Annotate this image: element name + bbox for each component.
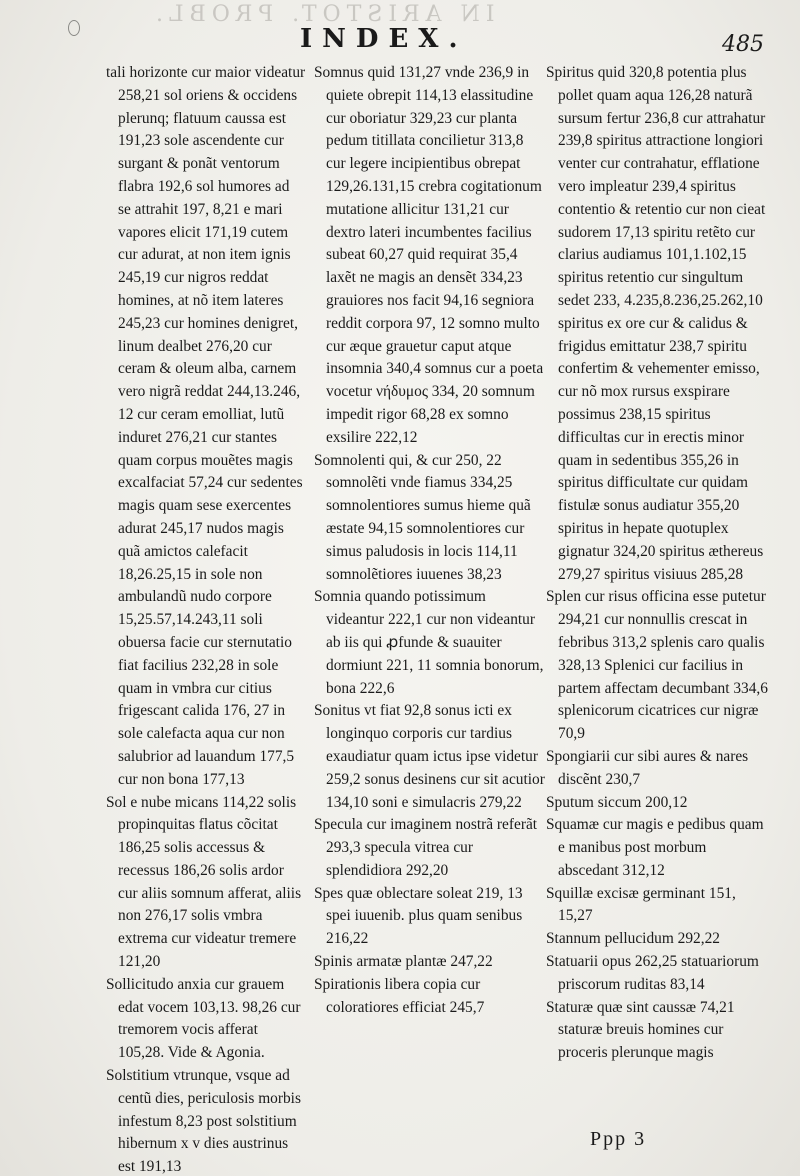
page-number: 485 <box>722 32 764 57</box>
index-entry: Somnia quando potissimum videantur 222,1 cur non videantur ab iis qui ꝓfunde & suauiter dormiunt 221, 11 somnia bonorum, bona 222,6 <box>314 588 544 697</box>
bleed-through-text: IN ARISTOT. PROBL. <box>150 2 495 27</box>
paper-hole-mark <box>68 20 80 36</box>
page-title: INDEX. <box>300 24 468 54</box>
index-entry: Sol e nube micans 114,22 solis propinquitas flatus cõcitat 186,25 solis accessus & recessus 186,26 solis ardor cur aliis somnum afferat, aliis non 276,17 solis vmbra extrema cur videatur tremere 121,20 <box>106 793 302 971</box>
index-entry: Solstitium vtrunque, vsque ad centũ dies, periculosis morbis infestum 8,23 post solstitium hibernum x v dies austrinus est 191,13 <box>106 1067 301 1176</box>
index-entry: Spes quæ oblectare soleat 219, 13 spei iuuenib. plus quam senibus 216,22 <box>314 884 523 948</box>
index-entry: tali horizonte cur maior videatur 258,21 sol oriens & occidens plerunq; flatuum caussa est 191,23 sole ascendente cur surgant & ponãt ventorum flabra 192,6 sol humores ad se attrahit 197, 8,21 e mari vapores elicit 171,19 cutem cur adurat, at non item ignis 245,19 cur nigros reddat homines, at nõ item lateres 245,23 cur homines denigret, linum dealbet 276,20 cur ceram & oleum alba, carnem vero nigrã reddat 244,13.246, 12 cur ceram emolliat, lutũ induret 276,21 cur stantes quam corpus mouẽtes magis excalfaciat 57,24 cur sedentes magis quam sese exercentes adurat 245,17 nudos magis quã amictos calefacit 18,26.25,15 in sole non ambulandũ nudo corpore 15,25.57,14.243,11 soli obuersa facie cur sternutatio fiat facilius 232,28 in sole quam in vmbra cur citius frigescant calida 176, 27 in sole calefacta aqua cur non salubrior ad lauandum 177,5 cur non bona 177,13 <box>106 64 306 788</box>
index-column-1 <box>106 62 306 1176</box>
index-entry: Somnus quid 131,27 vnde 236,9 in quiete obrepit 114,13 elassitudine cur oboriatur 329,23 cur planta pedum titillata concilietur 313,8 cur legere incipientibus obrepat 129,26.131,15 crebra cogitationum mutatione allicitur 131,21 cur dextro lateri incumbentes facilius subeat 60,27 quid requirat 35,4 laxẽt ne magis an densẽt 334,23 grauiores nos facit 94,16 segniora reddit corpora 97, 12 somno multo cur æque grauetur caput atque insomnia 340,4 somnus cur a poeta vocetur νήδυμος 334, 20 somnum impedit rigor 68,28 ex somno exsilire 222,12 <box>314 64 544 446</box>
index-entry: Stannum pellucidum 292,22 <box>546 930 720 948</box>
index-entry: Spiritus quid 320,8 potentia plus pollet quam aqua 126,28 naturã sursum fertur 236,8 cur attrahatur 239,8 spiritus attractione longiori venter cur contrahatur, efflatione vero impleatur 239,4 spiritus contentio & retentio cur non cieat sudorem 17,13 spiritu retẽto cur clarius audiamus 101,1.102,15 spiritus retentio cur singultum sedet 233, 4.235,8.236,25.262,10 spiritus ex ore cur & calidus & frigidus emittatur 238,7 spiritu confertim & vehementer emisso, cur nõ mox rursus exspirare possimus 238,15 spiritus difficultas cur in erectis minor quam in sedentibus 355,26 in spiritus difficultate cur quidam fistulæ sonus audiatur 355,20 spiritus in hepate quotuplex gignatur 324,20 spiritus æthereus 279,27 spiritus visiuus 285,28 <box>546 64 766 583</box>
index-entry: Staturæ quæ sint caussæ 74,21 staturæ breuis homines cur proceris plerunque magis <box>546 998 735 1062</box>
index-entry: Spongiarii cur sibi aures & nares discẽnt 230,7 <box>546 747 749 788</box>
index-entry: Specula cur imaginem nostrã referãt 293,3 specula vitrea cur splendidiora 292,20 <box>314 816 538 879</box>
signature-mark: Ppp 3 <box>590 1128 647 1150</box>
index-entry: Statuarii opus 262,25 statuariorum priscorum ruditas 83,14 <box>546 953 759 993</box>
index-entry: Squillæ excisæ germinant 151, 15,27 <box>546 884 736 925</box>
index-entry: Spinis armatæ plantæ 247,22 <box>314 953 493 971</box>
index-column-3 <box>546 62 768 1065</box>
index-entry: Somnolenti qui, & cur 250, 22 somnolẽti vnde fiamus 334,25 somnolentiores sumus hieme quã æstate 94,15 somnolentiores cur simus paludosis in locis 114,11 somnolẽtiores iuuenes 38,23 <box>314 451 531 583</box>
index-entry: Sonitus vt fiat 92,8 sonus icti ex longinquo corporis cur tardius exaudiatur quam ictus ipse videtur 259,2 sonus desinens cur sit acutior 134,10 soni e simulacris 279,22 <box>314 702 545 811</box>
index-entry: Spirationis libera copia cur coloratiores efficiat 245,7 <box>314 975 485 1016</box>
index-entry: Sollicitudo anxia cur grauem edat vocem 103,13. 98,26 cur tremorem vocis afferat 105,28. Vide & Agonia. <box>106 975 301 1062</box>
index-entry: Splen cur risus officina esse putetur 294,21 cur nonnullis crescat in febribus 313,2 splenis caro qualis 328,13 Splenici cur facilius in partem affectam decumbant 334,6 splenicorum cicatrices cur nigræ 70,9 <box>546 588 768 743</box>
index-column-2 <box>314 62 546 1019</box>
index-entry: Squamæ cur magis e pedibus quam e manibus post morbum abscedant 312,12 <box>546 816 764 879</box>
index-entry: Sputum siccum 200,12 <box>546 793 688 811</box>
